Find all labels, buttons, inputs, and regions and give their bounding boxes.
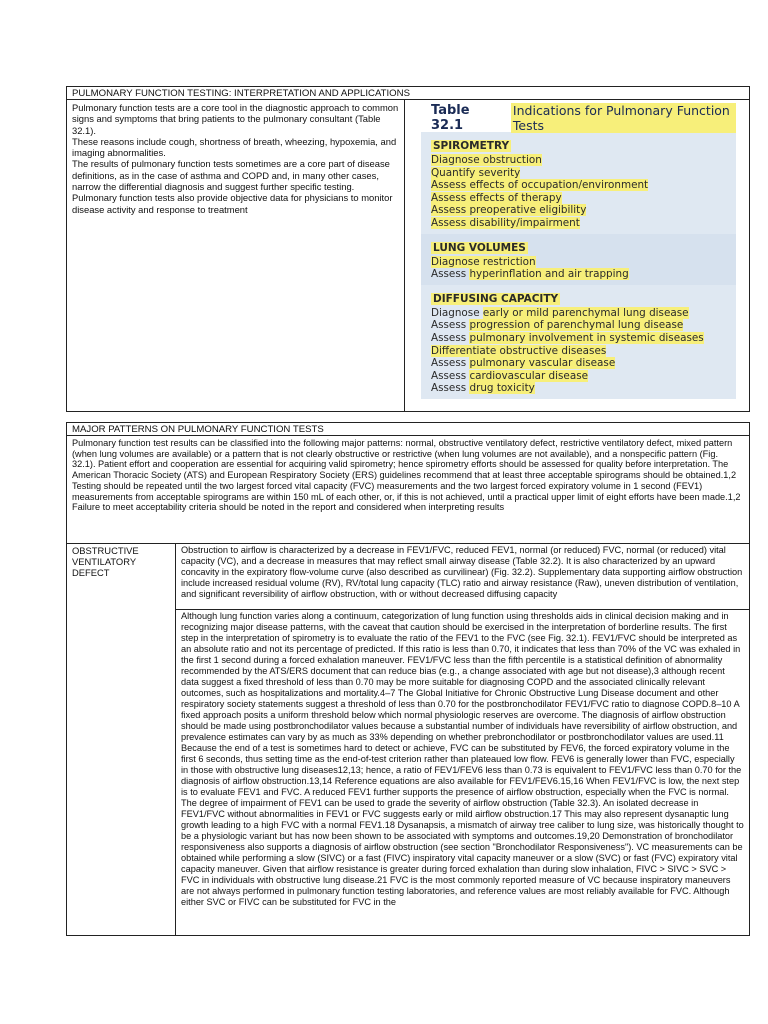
indication-item (431, 154, 726, 167)
indication-highlight: pulmonary involvement in systemic diseases (469, 331, 704, 344)
indication-highlight: Quantify severity (431, 166, 521, 179)
indication-verb: Assess (431, 382, 470, 395)
figure-section-heading: LUNG VOLUMES (433, 241, 526, 254)
indication-item (431, 179, 726, 192)
patterns-intro: Pulmonary function test results can be classified into the following major patterns: normal, obstructive ventilatory defect, restrictive ventilatory defect, mixed pattern (when lung volumes are available) or a pattern that is not clearly obstructive or restrictive (when lung volumes are not available), and a nonspecific pattern (Fig. 32.1). Patient effort and cooperation are essential for acquiring valid spirometry; hence spirometry efforts should be assessed for quality before interpretation. The American Thoracic Society (ATS) and European Respiratory Society (ERS) guidelines recommend that at least three acceptable spirograms should be obtained.1,2 Testing should be repeated until the two largest forced vital capacity (FVC) measurements and the two largest forced expiratory volume in 1 second (FEV1) measurements from acceptable spirograms are within 150 mL of each other, or, if this is not achieved, until a practical upper limit of eight efforts have been made.1,2 Failure to meet acceptability criteria should be noted in the report and considered when interpreting results (67, 436, 749, 544)
paragraph: Pulmonary function tests also provide objective data for physicians to monitor disease activity and response to treatment (72, 192, 393, 215)
section-header: PULMONARY FUNCTION TESTING: INTERPRETATION AND APPLICATIONS (67, 87, 749, 100)
indication-verb: Assess (431, 331, 470, 344)
row-label: OBSTRUCTIVE VENTILATORY DEFECT (67, 544, 176, 935)
indication-item (431, 382, 726, 395)
figure-title: Indications for Pulmonary Function Tests (511, 103, 736, 133)
indication-item (431, 307, 726, 320)
indication-item (431, 204, 726, 217)
indications-table (66, 86, 750, 412)
indication-highlight: Differentiate obstructive diseases (431, 344, 607, 357)
indication-highlight: cardiovascular disease (469, 369, 588, 382)
section-header: MAJOR PATTERNS ON PULMONARY FUNCTION TESTS (67, 423, 749, 436)
figure-section (421, 132, 736, 234)
indication-highlight: drug toxicity (469, 382, 535, 395)
paragraph: The results of pulmonary function tests sometimes are a core part of disease definitions, as in the case of asthma and COPD and, in many other cases, narrow the differential diagnosis and suggest further specific testing. (72, 158, 390, 193)
indication-highlight: Assess effects of therapy (431, 191, 562, 204)
figure-section-heading: DIFFUSING CAPACITY (433, 292, 559, 305)
indication-item (431, 192, 726, 205)
major-patterns-table (66, 422, 750, 936)
indication-highlight: hyperinflation and air trapping (469, 268, 629, 281)
figure-sections (421, 132, 736, 399)
indication-item (431, 357, 726, 370)
patterns-grid (67, 544, 749, 935)
paragraph: Pulmonary function tests are a core tool in the diagnostic approach to common signs and symptoms that bring patients to the pulmonary consultant (Table 32.1). (72, 102, 399, 136)
figure-cell (405, 100, 749, 411)
indication-item (431, 167, 726, 180)
obstruction-definition: Obstruction to airflow is characterized by a decrease in FEV1/FVC, reduced FEV1, normal (or reduced) FVC, normal (or reduced) vital capacity (VC), and a decrease in measures that may reflect small airway disease (Table 32.2). It is also characterized by an upward concavity in the expiratory flow-volume curve (also described as curvilinear) (Fig. 32.2). Supplementary data supporting airflow obstruction include increased residual volume (RV), RV/total lung capacity (TLC) ratio and airway resistance (Raw), uneven distribution of ventilation, and significant reversibility of airflow obstruction, with or without decreased diffusing capacity (176, 544, 749, 610)
indication-item (431, 332, 726, 345)
indication-highlight: progression of parenchymal lung disease (469, 319, 684, 332)
indication-highlight: Assess effects of occupation/environment (431, 179, 649, 192)
indication-item (431, 217, 726, 230)
figure-section (421, 285, 736, 399)
indication-item (431, 256, 726, 269)
indications-row (67, 100, 749, 411)
obstruction-interpretation: Although lung function varies along a continuum, categorization of lung function using thresholds aids in clinical decision making and in recognizing major disease patterns, with the caveat that caution should be exercised in the interpretation of borderline results. The first step in the interpretation of spirometry is to evaluate the ratio of the FEV1 to the FVC (see Fig. 32.1). FEV1/FVC should be interpreted as an absolute ratio and not its percentage of predicted. If this ratio is less than 0.70, it indicates that less than 70% of the VC was exhaled in the first 1 second during a forced exhalation maneuver. FEV1/FVC less than the fifth percentile is a statistical definition of abnormality recommended by the ATS/ERS document that can reduce bias (e.g., a change associated with age but not disease),3 although recent data suggest a fixed threshold of less than 0.70 may be more suitable for diagnosing COPD and the associated clinically relevant outcomes, such as hospitalizations and mortality.4–7 The Global Initiative for Chronic Obstructive Lung Disease document and other respiratory society statements suggest a threshold of less than 0.70 for the postbronchodilator FEV1/FVC ratio to diagnose COPD.8–10 A fixed approach posits a uniform threshold below which normal physiologic reserves are overcome. The diagnosis of airflow obstruction should be made using postbronchodilator values because a substantial number of individuals have reversibility of airflow obstruction, and prevalence estimates can vary by as much as 33% depending on whether prebronchodilator or postbronchodilator values are used.11 Because the end of a test is sometimes hard to detect or achieve, FVC can be substituted by FEV6, the forced expiratory volume in the first 6 seconds, thus setting time as the end-of-test criterion rather than plateaued low flow. FEV6 is generally lower than FVC, especially in those with obstructive lung diseases12,13; hence, a ratio of FEV1/FEV6 less than 0.73 is equivalent to FEV1/FVC less than 0.70 for the diagnosis of airflow obstruction.13,14 Reference equations are also available for FEV1/FEV6.15,16 When FEV1/FVC is low, the next step is to evaluate FEV1 and FVC. A reduced FEV1 further supports the presence of airflow obstruction, especially when the FVC is normal. The degree of impairment of FEV1 can be used to grade the severity of airflow obstruction (Table 32.3). An isolated decrease in FEV1/FVC without abnormalities in FEV1 or FVC suggests early or mild airflow obstruction.17 This may also represent dysanaptic lung growth leading to a high FVC with a normal FEV1.18 Dysanapsis, a mismatch of airway tree caliber to lung size, was historically thought to be a physiologic variant but has now been shown to be associated with symptoms and outcomes.19,20 Demonstration of bronchodilator responsiveness also supports a diagnosis of airflow obstruction (see section "Bronchodilator Responsiveness"). VC measurements can be obtained while performing a slow (SIVC) or a fast (FIVC) inspiratory vital capacity maneuver or a slow (SVC) or fast (FVC) expiratory vital capacity maneuver. Given that airflow resistance is greater during forced exhalation than during slow inhalation, FIVC > SIVC > SVC > FVC in individuals with obstructive lung disease.21 FVC is the most commonly reported measure of VC because inspiratory maneuvers are not always performed in pulmonary function testing laboratories, and reference values are most reliably available for FVC. Although either SVC or FIVC can be substituted for FVC in the (181, 611, 744, 907)
indication-item (431, 268, 726, 281)
indication-highlight: pulmonary vascular disease (469, 357, 616, 370)
indication-highlight: Assess disability/impairment (431, 216, 580, 229)
indication-highlight: Assess preoperative eligibility (431, 204, 587, 217)
row-cells (176, 544, 749, 935)
indication-verb: Assess (431, 268, 470, 281)
intro-text (67, 100, 405, 411)
figure-heading (421, 104, 736, 132)
indication-highlight: early or mild parenchymal lung disease (482, 306, 689, 319)
indication-highlight: Diagnose restriction (431, 255, 536, 268)
figure-section-heading: SPIROMETRY (433, 140, 510, 152)
indication-verb: Diagnose (431, 306, 483, 319)
figure-number: Table 32.1 (431, 103, 470, 133)
indication-verb: Assess (431, 357, 470, 370)
paragraph: These reasons include cough, shortness of breath, wheezing, hypoxemia, and imaging abnormalities. (72, 135, 397, 159)
figure-section (421, 234, 736, 285)
indication-verb: Assess (431, 369, 470, 382)
indication-item (431, 370, 726, 383)
indication-item (431, 345, 726, 358)
indication-verb: Assess (431, 319, 470, 332)
indication-item (431, 319, 726, 332)
indication-highlight: Diagnose obstruction (431, 154, 542, 166)
table-32-1-figure (421, 103, 736, 395)
